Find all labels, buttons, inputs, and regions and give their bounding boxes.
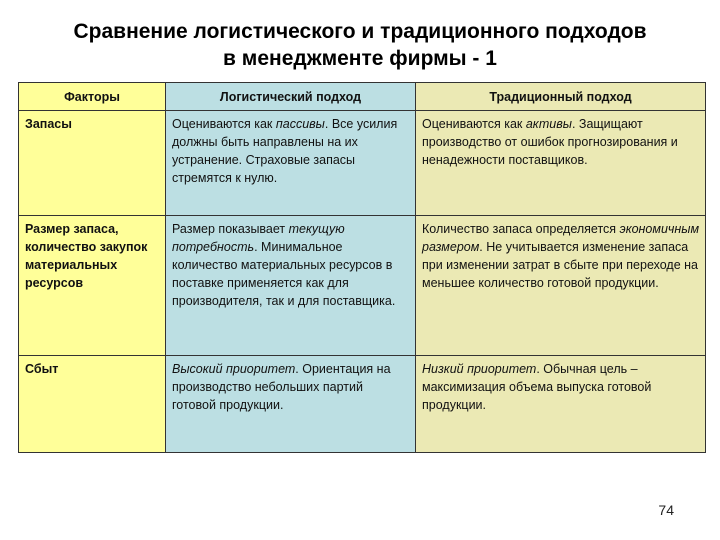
title-line-2: в менеджменте фирмы - 1 (223, 47, 497, 70)
table-header-row (19, 83, 706, 111)
cell-text: Размер показывает (172, 222, 289, 236)
header-logistic: Логистический подход (166, 83, 416, 111)
header-factors: Факторы (19, 83, 166, 111)
emphasis-text: активы (525, 117, 572, 131)
cell-text: Оцениваются как (172, 117, 276, 131)
table-row (19, 216, 706, 356)
cell-text: Количество запаса определяется (422, 222, 620, 236)
emphasis-text: текущую потребность (172, 222, 345, 254)
slide-title (0, 18, 720, 72)
logistic-cell (166, 356, 416, 453)
traditional-cell (416, 356, 706, 453)
emphasis-text: Низкий приоритет (422, 362, 537, 376)
table-row (19, 356, 706, 453)
title-line-1: Сравнение логистического и традиционного подходов (73, 20, 647, 43)
traditional-cell (416, 216, 706, 356)
header-traditional: Традиционный подход (416, 83, 706, 111)
cell-text: . Не учитывается изменение запаса при изменении затрат в сбыте при переходе на меньшее количество готовой продукции. (422, 240, 698, 290)
factor-cell: Сбыт (19, 356, 166, 453)
logistic-cell (166, 216, 416, 356)
page-number: 74 (658, 502, 674, 518)
emphasis-text: Высокий приоритет (172, 362, 296, 376)
table-row (19, 111, 706, 216)
cell-text: . Ориентация на производство небольших партий готовой продукции. (172, 362, 391, 412)
traditional-cell (416, 111, 706, 216)
cell-text: . Защищают производство от ошибок прогнозирования и ненадежности поставщиков. (422, 117, 678, 167)
emphasis-text: пассивы (275, 117, 325, 131)
factor-cell: Запасы (19, 111, 166, 216)
logistic-cell (166, 111, 416, 216)
cell-text: . Обычная цель – максимизация объема выпуска готовой продукции. (422, 362, 652, 412)
cell-text: . Минимальное количество материальных ресурсов в поставке применяется как для производителя, так и для поставщика. (172, 240, 396, 308)
comparison-table (18, 82, 706, 453)
emphasis-text: экономичным размером (422, 222, 700, 254)
cell-text: Оцениваются как (422, 117, 526, 131)
factor-cell: Размер запаса, количество закупок материальных ресурсов (19, 216, 166, 356)
cell-text: . Все усилия должны быть направлены на их устранение. Страховые запасы стремятся к нулю. (172, 117, 398, 185)
